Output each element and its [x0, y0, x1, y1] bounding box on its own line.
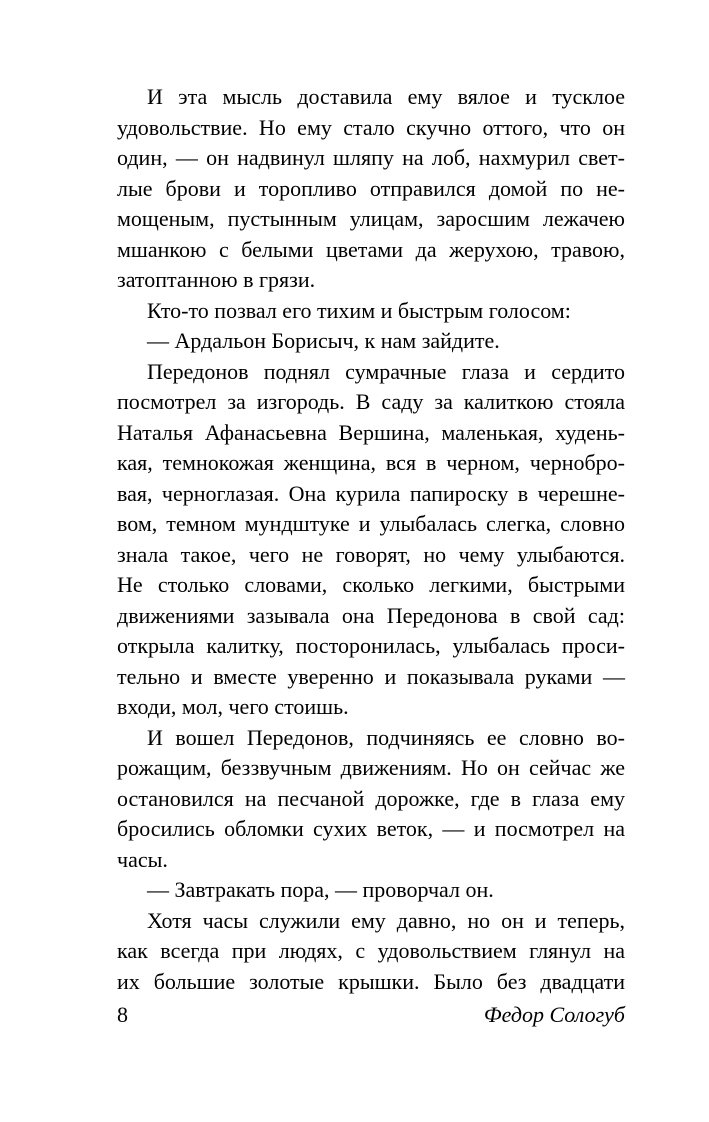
text-line: И вошел Передонов, подчиняясь ее словно во- — [147, 724, 625, 750]
text-line: Передонов поднял сумрачные глаза и сердито — [147, 358, 625, 384]
text-line: И эта мысль доставила ему вялое и тусклое — [147, 84, 625, 109]
text-line: удовольствие. Но ему стало скучно оттого, что он — [117, 114, 625, 140]
text-line: остановился на песчаной дорожке, где в глаза ему — [117, 785, 625, 811]
text-line: мшанкою с белыми цветами да жерухою, травою, — [117, 236, 625, 262]
text-line: тельно и вместе уверенно и показывала руками — — [117, 663, 625, 689]
text-line: один, — он надвинул шляпу на лоб, нахмурил свет- — [117, 145, 625, 170]
text-line: рожащим, беззвучным движениям. Но он сейчас же — [117, 755, 625, 780]
text-line: входи, мол, чего стоишь. — [117, 694, 349, 719]
text-line: открыла калитку, посторонилась, улыбалась проси- — [117, 633, 625, 658]
text-line: бросились обломки сухих веток, — и посмотрел на — [117, 816, 625, 841]
text-line: Наталья Афанасьевна Вершина, маленькая, худень- — [117, 419, 625, 445]
text-line: часы. — [117, 846, 168, 872]
text-line: Хотя часы служили ему давно, но он и теперь, — [147, 907, 625, 933]
text-line: их большие золотые крышки. Было без двадцати — [117, 968, 625, 994]
text-line: знала такое, чего не говорят, но чему улыбаются. — [117, 541, 625, 567]
text-line: как всегда при людях, с удовольствием глянул на — [117, 938, 625, 963]
text-line: затоптанною в грязи. — [117, 267, 316, 292]
text-line: Не столько словами, сколько легкими, быстрыми — [117, 572, 625, 597]
page-footer — [117, 1000, 625, 1030]
text-line: посмотрел за изгородь. В саду за калиткою стояла — [117, 389, 625, 414]
text-line: Кто-то позвал его тихим и быстрым голосом: — [147, 297, 571, 323]
text-line: — Ардальон Борисыч, к нам зайдите. — [147, 328, 500, 353]
running-author: Федор Сологуб — [483, 1002, 625, 1027]
body-text — [117, 82, 625, 997]
text-line: мощеным, пустынным улицам, заросшим лежачею — [117, 206, 625, 231]
text-line: — Завтракать пора, — проворчал он. — [147, 877, 494, 902]
page-number: 8 — [117, 1002, 128, 1027]
text-line: вом, темном мундштуке и улыбалась слегка, словно — [117, 511, 625, 536]
text-line: вая, черноглазая. Она курила папироску в черешне- — [117, 480, 625, 506]
text-line: кая, темнокожая женщина, вся в черном, чернобро- — [117, 450, 625, 475]
text-line: лые брови и торопливо отправился домой по не- — [117, 175, 625, 201]
text-line: движениями зазывала она Передонова в свой сад: — [117, 602, 625, 628]
